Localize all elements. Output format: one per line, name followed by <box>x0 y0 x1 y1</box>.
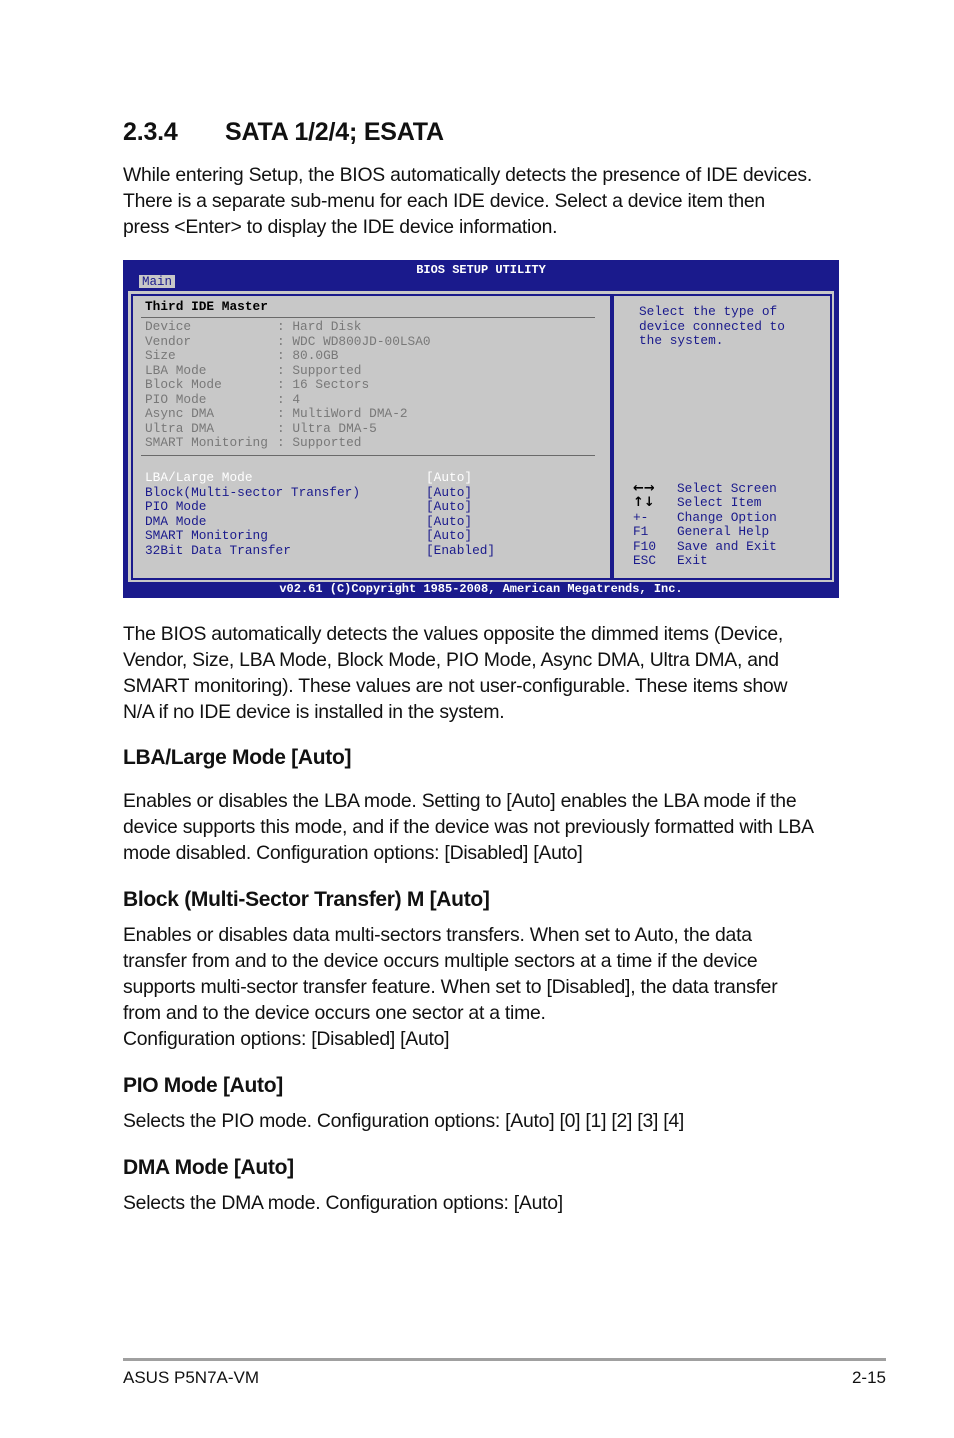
block-heading: Block (Multi-Sector Transfer) M [Auto] <box>123 888 490 911</box>
info-row-device <box>145 319 362 335</box>
detect-line: SMART monitoring). These values are not user-configurable. These items show <box>123 675 788 697</box>
info-label: Async DMA <box>145 406 215 421</box>
info-label: Ultra DMA <box>145 420 215 436</box>
option-32bit-transfer[interactable] <box>145 542 496 559</box>
block-line: supports multi-sector transfer feature. When set to [Disabled], the data transfer <box>123 976 778 998</box>
lba-line: Enables or disables the LBA mode. Setting to [Auto] enables the LBA mode if the <box>123 790 797 812</box>
option-label: PIO Mode <box>145 499 207 514</box>
footer-product: ASUS P5N7A-VM <box>123 1368 260 1387</box>
dma-heading: DMA Mode [Auto] <box>123 1156 294 1179</box>
help-text <box>639 305 785 349</box>
info-value: : 16 Sectors <box>277 377 370 392</box>
option-value: [Auto] <box>426 513 473 529</box>
option-label: 32Bit Data Transfer <box>145 542 291 558</box>
option-pio-mode[interactable] <box>145 499 473 515</box>
option-smart-monitoring[interactable] <box>145 528 473 544</box>
footer-rule <box>123 1358 886 1361</box>
key-name: ESC <box>633 552 657 568</box>
option-label: Block(Multi-sector Transfer) <box>145 484 361 500</box>
info-value: : 80.0GB <box>277 348 339 363</box>
key-desc: Change Option <box>677 509 777 525</box>
info-value: : WDC WD800JD-00LSA0 <box>277 333 431 349</box>
divider <box>141 317 595 318</box>
option-label: DMA Mode <box>145 513 207 529</box>
help-line: Select the type of <box>639 304 778 319</box>
bios-title: BIOS SETUP UTILITY <box>416 263 546 277</box>
info-row-lba-mode <box>145 362 362 379</box>
detect-line: Vendor, Size, LBA Mode, Block Mode, PIO Mode, Async DMA, Ultra DMA, and <box>123 649 779 671</box>
dma-line: Selects the DMA mode. Configuration options: [Auto] <box>123 1192 563 1214</box>
tab-main[interactable]: Main <box>139 275 175 288</box>
detect-paragraph <box>123 621 843 725</box>
info-value: : Hard Disk <box>277 319 362 334</box>
key-name: F10 <box>633 538 657 554</box>
info-row-vendor <box>145 333 431 350</box>
block-paragraph <box>123 922 843 1052</box>
option-value: [Auto] <box>426 484 473 500</box>
bios-settings-panel <box>131 294 612 580</box>
key-name: F1 <box>633 524 649 540</box>
info-label: PIO Mode <box>145 391 207 407</box>
help-line: the system. <box>639 333 724 348</box>
key-desc: General Help <box>677 524 770 540</box>
block-line: Enables or disables data multi-sectors transfers. When set to Auto, the data <box>123 924 752 946</box>
intro-line: press <Enter> to display the IDE device information. <box>123 216 558 238</box>
info-row-pio-mode <box>145 391 301 408</box>
detect-line: The BIOS automatically detects the values opposite the dimmed items (Device, <box>123 623 783 645</box>
key-desc: Exit <box>677 552 708 568</box>
info-row-smart <box>145 435 362 451</box>
info-row-block-mode <box>145 377 370 393</box>
divider <box>141 455 595 456</box>
info-row-ultra-dma <box>145 420 377 437</box>
key-desc: Select Screen <box>677 481 777 496</box>
block-line: from and to the device occurs one sector at a time. <box>123 1002 546 1024</box>
info-label: Block Mode <box>145 377 222 392</box>
info-value: : Supported <box>277 435 362 450</box>
key-desc: Select Item <box>677 495 762 511</box>
option-label: SMART Monitoring <box>145 528 268 543</box>
lba-paragraph <box>123 788 843 866</box>
bios-help-panel <box>612 294 832 580</box>
dma-paragraph <box>123 1190 843 1216</box>
info-row-async-dma <box>145 406 408 422</box>
block-line: transfer from and to the device occurs multiple sectors at a time if the device <box>123 950 758 972</box>
info-value: : MultiWord DMA-2 <box>277 406 408 421</box>
info-label: LBA Mode <box>145 362 207 378</box>
intro-paragraph <box>123 162 843 240</box>
pio-paragraph <box>123 1108 843 1134</box>
option-value: [Enabled] <box>426 542 496 558</box>
info-label: Device <box>145 319 192 334</box>
key-name: +- <box>633 509 649 525</box>
info-label: SMART Monitoring <box>145 435 268 450</box>
section-title <box>123 118 444 147</box>
info-row-size <box>145 348 339 364</box>
panel-title: Third IDE Master <box>145 299 268 314</box>
intro-line: There is a separate sub-menu for each IDE device. Select a device item then <box>123 190 765 212</box>
info-value: : Supported <box>277 362 362 378</box>
section-name: SATA 1/2/4; ESATA <box>225 118 444 146</box>
pio-heading: PIO Mode [Auto] <box>123 1074 283 1097</box>
block-line: Configuration options: [Disabled] [Auto] <box>123 1028 450 1050</box>
intro-line: While entering Setup, the BIOS automatically detects the presence of IDE devices. <box>123 164 812 186</box>
option-dma-mode[interactable] <box>145 513 473 530</box>
bios-copyright: v02.61 (C)Copyright 1985-2008, American Megatrends, Inc. <box>279 582 683 596</box>
info-label: Size <box>145 348 176 363</box>
info-value: : Ultra DMA-5 <box>277 420 377 436</box>
bios-screen <box>123 260 839 598</box>
pio-line: Selects the PIO mode. Configuration options: [Auto] [0] [1] [2] [3] [4] <box>123 1110 685 1132</box>
option-value: [Auto] <box>426 528 473 543</box>
lba-heading: LBA/Large Mode [Auto] <box>123 746 352 769</box>
left-right-arrows-icon: ←→ <box>633 481 655 496</box>
option-lba-large-mode[interactable] <box>145 470 473 486</box>
key-desc: Save and Exit <box>677 538 777 554</box>
info-value: : 4 <box>277 391 301 407</box>
section-number: 2.3.4 <box>123 118 178 146</box>
help-line: device connected to <box>639 318 785 334</box>
footer-page-number: 2-15 <box>851 1368 886 1387</box>
option-block-transfer[interactable] <box>145 484 473 501</box>
lba-line: device supports this mode, and if the device was not previously formatted with LBA <box>123 816 814 838</box>
info-label: Vendor <box>145 333 192 349</box>
option-value: [Auto] <box>426 499 473 514</box>
detect-line: N/A if no IDE device is installed in the system. <box>123 701 505 723</box>
option-label: LBA/Large Mode <box>145 470 253 485</box>
bios-body <box>128 291 834 582</box>
lba-line: mode disabled. Configuration options: [Disabled] [Auto] <box>123 842 583 864</box>
up-down-arrows-icon: ↑↓ <box>633 495 655 511</box>
option-value: [Auto] <box>426 470 473 485</box>
